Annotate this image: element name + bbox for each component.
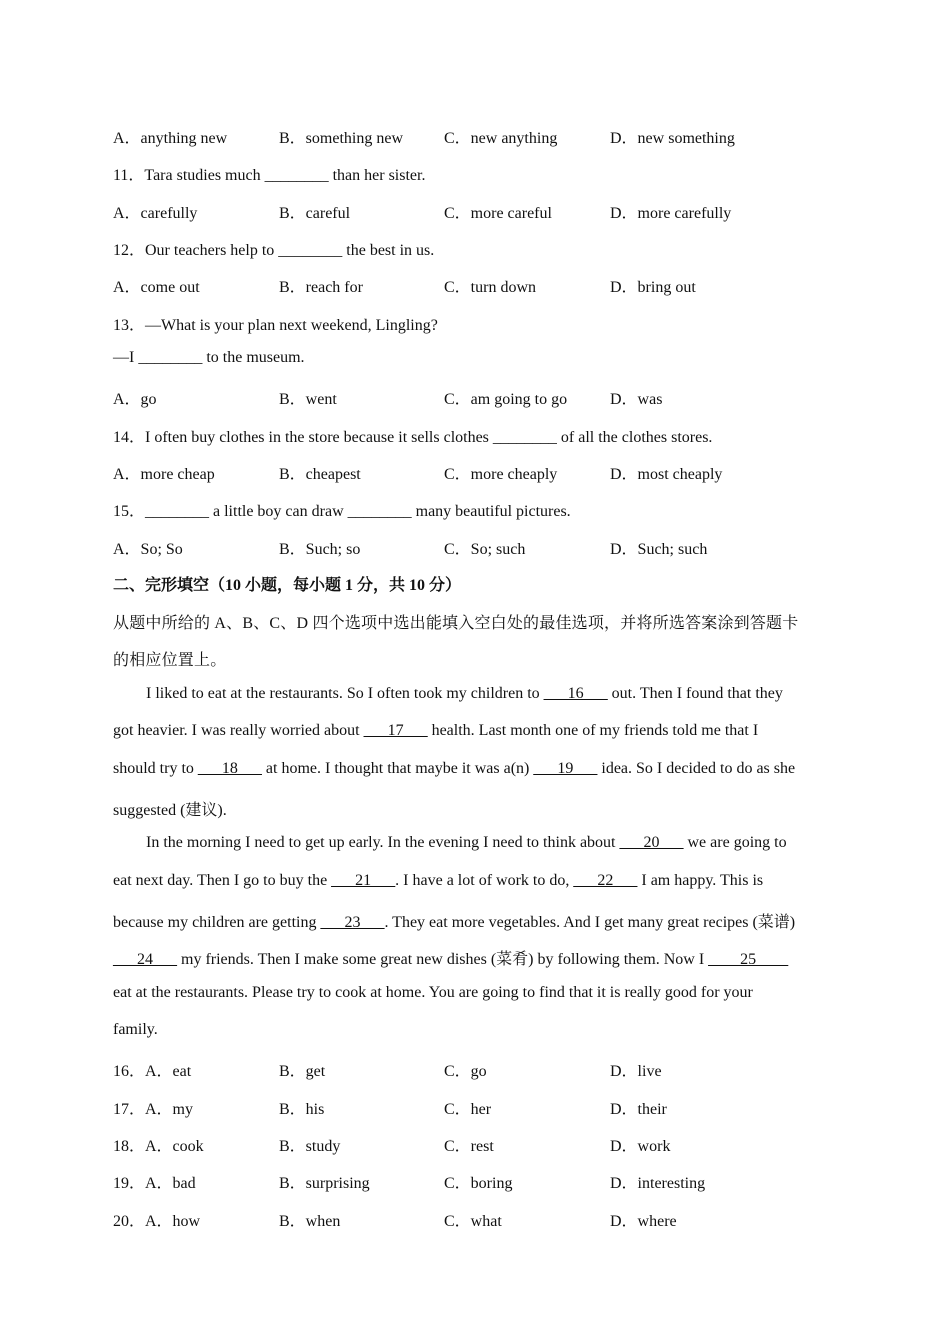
q19-option-d: D．interesting xyxy=(610,1175,706,1192)
q10-option-a: A．anything new xyxy=(113,130,228,147)
q19-option-b: B．surprising xyxy=(279,1175,370,1192)
q15-option-a: A．So; So xyxy=(113,541,183,558)
q17-option-c: C．her xyxy=(444,1101,492,1118)
q18-option-a: 18．A．cook xyxy=(113,1138,204,1155)
q20-option-b: B．when xyxy=(279,1213,341,1230)
q19-option-c: C．boring xyxy=(444,1175,513,1192)
q17-option-a: 17．A．my xyxy=(113,1101,194,1118)
q18-option-c: C．rest xyxy=(444,1138,494,1155)
q15-option-d: D．Such; such xyxy=(610,541,708,558)
passage-p1-line4: suggested (建议). xyxy=(113,802,227,819)
q13-option-c: C．am going to go xyxy=(444,391,568,408)
q10-option-c: C．new anything xyxy=(444,130,558,147)
q20-option-d: D．where xyxy=(610,1213,677,1230)
blank-24: ___24___ xyxy=(113,951,177,968)
q10-option-b: B．something new xyxy=(279,130,403,147)
q15-stem: 15．________ a little boy can draw ________ many beautiful pictures. xyxy=(113,503,571,520)
passage-p2-line6: family. xyxy=(113,1021,158,1038)
q17-option-b: B．his xyxy=(279,1101,325,1118)
section-heading: 二、完形填空（10 小题，每小题 1 分，共 10 分） xyxy=(113,577,462,594)
q15-option-b: B．Such; so xyxy=(279,541,361,558)
q11-stem: 11．Tara studies much ________ than her sister. xyxy=(113,167,426,184)
q16-option-d: D．live xyxy=(610,1063,662,1080)
q16-option-b: B．get xyxy=(279,1063,326,1080)
q11-option-c: C．more careful xyxy=(444,205,552,222)
q10-option-d: D．new something xyxy=(610,130,735,147)
passage-p1-line3: should try to ___18___ at home. I thought that maybe it was a(n) ___19___ idea. So I decided to do as she xyxy=(113,760,796,777)
q18-option-b: B．study xyxy=(279,1138,341,1155)
q14-stem: 14．I often buy clothes in the store because it sells clothes ________ of all the clothes stores. xyxy=(113,429,713,446)
q16-option-c: C．go xyxy=(444,1063,487,1080)
blank-22: ___22___ xyxy=(573,872,638,889)
q12-option-a: A．come out xyxy=(113,279,200,296)
q16-option-a: 16．A．eat xyxy=(113,1063,192,1080)
section-instruction-line2: 的相应位置上。 xyxy=(113,652,227,669)
q13-stem: 13．—What is your plan next weekend, Lingling? xyxy=(113,317,438,334)
q13-option-d: D．was xyxy=(610,391,663,408)
q11-option-d: D．more carefully xyxy=(610,205,732,222)
q14-option-c: C．more cheaply xyxy=(444,466,558,483)
q18-option-d: D．work xyxy=(610,1138,671,1155)
passage-p2-line4: ___24___ my friends. Then I make some great new dishes (菜肴) by following them. Now I ____25____ xyxy=(113,951,789,968)
q19-option-a: 19．A．bad xyxy=(113,1175,196,1192)
q13-option-a: A．go xyxy=(113,391,157,408)
passage-p2-line3: because my children are getting ___23___. They eat more vegetables. And I get many great recipes (菜谱) xyxy=(113,914,796,931)
blank-18: ___18___ xyxy=(197,760,262,777)
q11-option-b: B．careful xyxy=(279,205,351,222)
passage-p2-line1: In the morning I need to get up early. In the evening I need to think about ___20___ we are going to xyxy=(146,834,787,851)
q17-option-d: D．their xyxy=(610,1101,667,1118)
q12-option-d: D．bring out xyxy=(610,279,696,296)
q14-option-d: D．most cheaply xyxy=(610,466,723,483)
q13-stem-reply: —I ________ to the museum. xyxy=(113,349,305,366)
q13-option-b: B．went xyxy=(279,391,337,408)
q12-stem: 12．Our teachers help to ________ the best in us. xyxy=(113,242,435,259)
q15-option-c: C．So; such xyxy=(444,541,526,558)
q20-option-c: C．what xyxy=(444,1213,502,1230)
q12-option-b: B．reach for xyxy=(279,279,363,296)
passage-p2-line5: eat at the restaurants. Please try to cook at home. You are going to find that it is really good for your xyxy=(113,984,753,1001)
passage-p1-line2: got heavier. I was really worried about ___17___ health. Last month one of my friends told me that I xyxy=(113,722,759,739)
blank-25: ____25____ xyxy=(708,951,789,968)
q12-option-c: C．turn down xyxy=(444,279,537,296)
blank-20: ___20___ xyxy=(619,834,684,851)
q14-option-a: A．more cheap xyxy=(113,466,215,483)
section-instruction-line1: 从题中所给的 A、B、C、D 四个选项中选出能填入空白处的最佳选项，并将所选答案涂到答题卡 xyxy=(113,615,799,632)
blank-23: ___23___ xyxy=(320,914,385,931)
q11-option-a: A．carefully xyxy=(113,205,198,222)
passage-p1-line1: I liked to eat at the restaurants. So I often took my children to ___16___ out. Then I found that they xyxy=(146,685,783,702)
blank-17: ___17___ xyxy=(363,722,428,739)
passage-p2-line2: eat next day. Then I go to buy the ___21___. I have a lot of work to do, ___22___ I am happy. This is xyxy=(113,872,764,889)
blank-19: ___19___ xyxy=(533,760,598,777)
blank-16: ___16___ xyxy=(543,685,608,702)
blank-21: ___21___ xyxy=(331,872,396,889)
q20-option-a: 20．A．how xyxy=(113,1213,201,1230)
q14-option-b: B．cheapest xyxy=(279,466,361,483)
